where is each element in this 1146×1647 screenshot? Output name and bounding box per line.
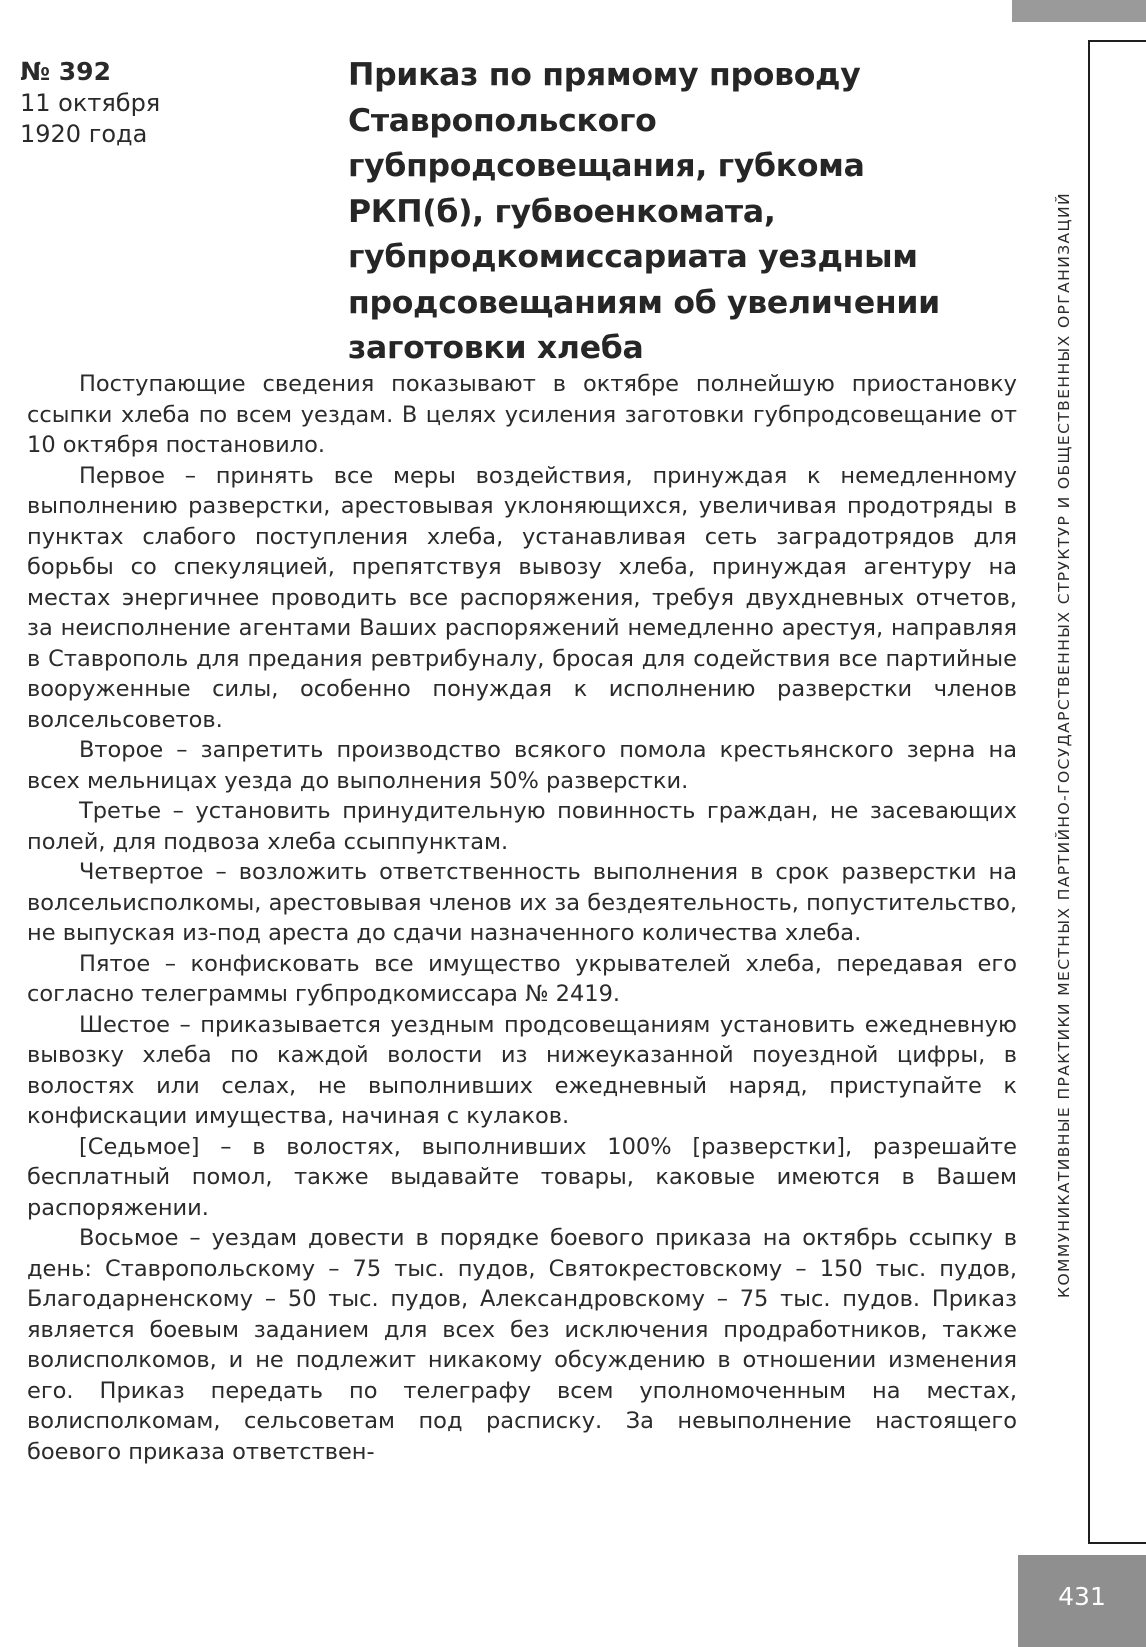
paragraph-fourth: Четвертое – возложить ответственность выполнения в срок разверстки на волсельисполкомы, арестовывая членов их за бездеятельность, попустительство, не выпуская из-под ареста до сдачи назначенного количества хлеба. (27, 859, 1017, 946)
paragraph-sixth: Шестое – приказывается уездным продсовещаниям установить ежедневную вывозку хлеба по каждой волости из нижеуказанной поуездной цифры, в волостях или селах, не выполнивших ежедневный наряд, приступайте к конфискации имущества, начиная с кулаков. (27, 1011, 1017, 1129)
margin-frame (1088, 40, 1146, 1544)
paragraph-fifth: Пятое – конфисковать все имущество укрывателей хлеба, передавая его согласно телеграммы губпродкомиссара № 2419. (27, 950, 1017, 1007)
document-title: Приказ по прямому проводу Ставропольского губпродсовещания, губкома РКП(б), губвоенкомата, губпродкомиссариата уездным продсовещаниям об увеличении заготовки хлеба (348, 57, 940, 366)
document-number: № 392 (20, 57, 111, 86)
document-date-year: 1920 года (20, 120, 148, 148)
page-number-tab (1018, 1555, 1146, 1647)
paragraph-eighth: Восьмое – уездам довести в порядке боевого приказа на октябрь ссыпку в день: Ставропольскому – 75 тыс. пудов, Святокрестовскому – 150 тыс. пудов, Благодарненскому – 50 тыс. пудов, Александровскому – 75 тыс. пудов. Приказ является боевым заданием для всех без исключения продработников, также волисполкомов, и не подлежит никакому обсуждению в отношении изменения его. Приказ передать по телеграфу всем уполномоченным на местах, волисполкомам, сельсоветам под расписку. За невыполнение настоящего боевого приказа ответствен- (27, 1225, 1017, 1465)
paragraph-second: Второе – запретить производство всякого помола крестьянского зерна на всех мельницах уезда до выполнения 50% разверстки. (27, 737, 1017, 794)
page-number: 431 (1058, 1581, 1106, 1611)
paragraph-seventh: [Седьмое] – в волостях, выполнивших 100% [разверстки], разрешайте бесплатный помол, также выдавайте товары, каковые имеются в Вашем распоряжении. (27, 1133, 1017, 1221)
document-meta (20, 56, 240, 150)
paragraph-third: Третье – установить принудительную повинность граждан, не засевающих полей, для подвоза хлеба ссыппунктам. (27, 798, 1017, 855)
section-title-vertical: КОММУНИКАТИВНЫЕ ПРАКТИКИ МЕСТНЫХ ПАРТИЙНО-ГОСУДАРСТВЕННЫХ СТРУКТУР И ОБЩЕСТВЕННЫХ ОРГАНИЗАЦИЙ (1055, 192, 1074, 1298)
running-section-label (1047, 40, 1081, 1450)
document-body (27, 369, 1017, 1467)
paragraph-first: Первое – принять все меры воздействия, принуждая к немедленному выполнению разверстки, арестовывая уклоняющихся, увеличивая продотряды в пунктах слабого поступления хлеба, устанавливая сеть заградотрядов для борьбы со спекуляцией, препятствуя вывозу хлеба, принуждая агентуру на местах энергичнее проводить все распоряжения, требуя двухдневных отчетов, за неисполнение агентами Ваших распоряжений немедленно арестуя, направляя в Ставрополь для предания ревтрибуналу, бросая для содействия все партийные вооруженные силы, особенно понуждая к исполнению разверстки членов волсельсоветов. (27, 462, 1017, 733)
document-date-day: 11 октября (20, 89, 161, 117)
paragraph-intro: Поступающие сведения показывают в октябре полнейшую приостановку ссыпки хлеба по всем уездам. В целях усиления заготовки губпродсовещание от 10 октября постановило. (27, 371, 1017, 458)
top-corner-tab (1012, 0, 1146, 22)
